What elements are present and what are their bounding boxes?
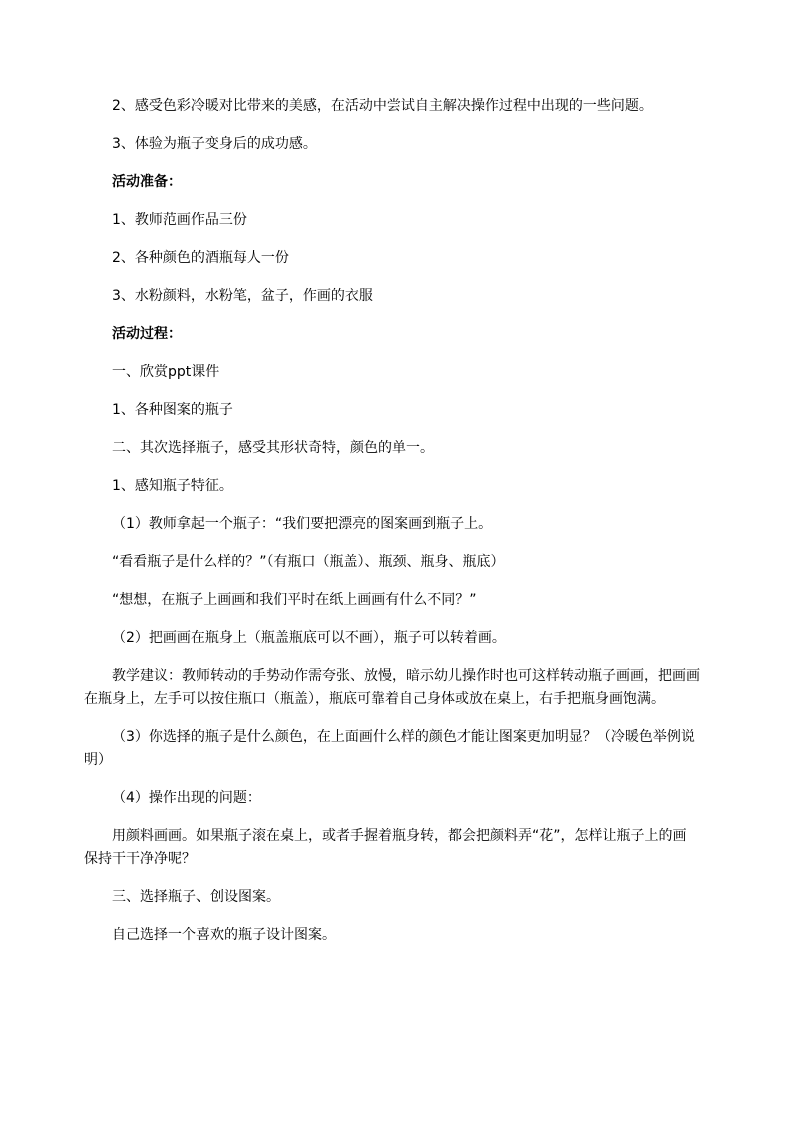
- paragraph-sub-3: （3）你选择的瓶子是什么颜色，在上面画什么样的颜色才能让图案更加明显？（冷暖色举例说明）: [84, 729, 695, 768]
- paragraph-step-2-1: 1、感知瓶子特征。: [112, 478, 233, 494]
- paragraph-step-2: 二、其次选择瓶子，感受其形状奇特，颜色的单一。: [112, 440, 434, 456]
- paragraph-prep-1: 1、教师范画作品三份: [112, 212, 247, 228]
- paragraph-step-1: 一、欣赏ppt课件: [112, 364, 220, 380]
- paragraph-prep-2: 2、各种颜色的酒瓶每人一份: [112, 250, 289, 266]
- paragraph-goal-2: 2、感受色彩冷暖对比带来的美感，在活动中尝试自主解决操作过程中出现的一些问题。: [112, 98, 653, 114]
- paragraph-sub-2: （2）把画画在瓶身上（瓶盖瓶底可以不画），瓶子可以转着画。: [112, 630, 506, 646]
- document-body: [84, 95, 700, 947]
- paragraph-step-3-1: 自己选择一个喜欢的瓶子设计图案。: [112, 927, 336, 943]
- paragraph-problem: 用颜料画画。如果瓶子滚在桌上，或者手握着瓶身转，都会把颜料弄“花”，怎样让瓶子上的画保持干干净净呢？: [84, 828, 687, 867]
- heading-process: 活动过程：: [112, 326, 182, 342]
- paragraph-goal-3: 3、体验为瓶子变身后的成功感。: [112, 136, 317, 152]
- paragraph-step-1-1: 1、各种图案的瓶子: [112, 402, 233, 418]
- paragraph-sub-4: （4）操作出现的问题：: [112, 790, 261, 806]
- paragraph-quote-2: “想想，在瓶子上画画和我们平时在纸上画画有什么不同？”: [112, 592, 477, 608]
- heading-preparation: 活动准备：: [112, 174, 182, 190]
- paragraph-prep-3: 3、水粉颜料，水粉笔，盆子，作画的衣服: [112, 288, 373, 304]
- paragraph-sub-1: （1）教师拿起一个瓶子：“我们要把漂亮的图案画到瓶子上。: [112, 516, 493, 532]
- paragraph-step-3: 三、选择瓶子、创设图案。: [112, 889, 280, 905]
- paragraph-quote-1: “看看瓶子是什么样的？”（有瓶口（瓶盖）、瓶颈、瓶身、瓶底）: [112, 554, 505, 570]
- paragraph-teaching-suggestion: 教学建议：教师转动的手势动作需夸张、放慢，暗示幼儿操作时也可这样转动瓶子画画，把画画在瓶身上，左手可以按住瓶口（瓶盖），瓶底可靠着自己身体或放在桌上，右手把瓶身画饱满。: [84, 668, 700, 707]
